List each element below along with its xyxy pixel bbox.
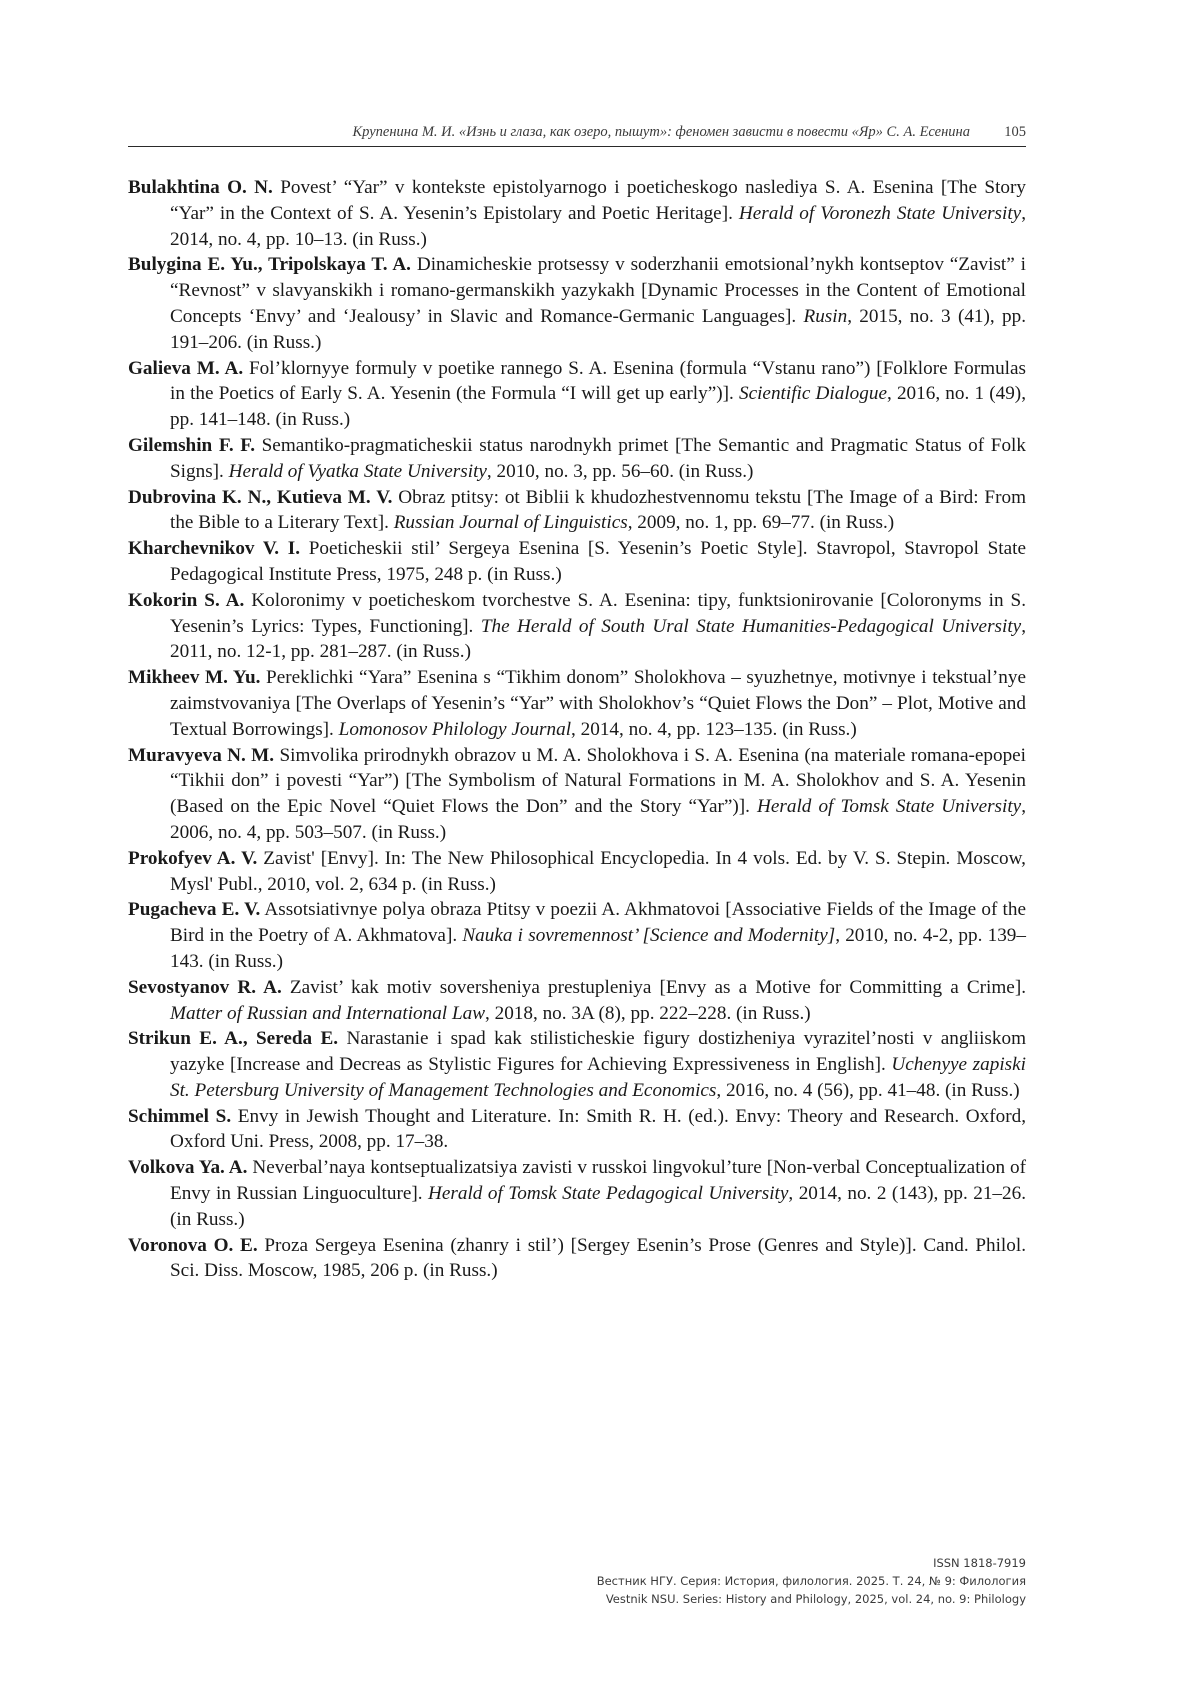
reference-journal: Herald of Tomsk State University xyxy=(757,796,1022,818)
reference-journal: Herald of Voronezh State University xyxy=(738,202,1022,224)
reference-title: Narastanie i spad kak stilisticheskie figury dostizheniya vyrazitel’nosti v angliiskom yazyke [Increase and Decreas as Stylistic Figures for Achieving Expressiveness in English]. xyxy=(170,1028,1027,1076)
reference-title: Dinamicheskie protsessy v soderzhanii emotsional’nykh kontseptov “Zavist” i “Revnost” v slavyanskikh i romano-germanskikh yazykakh [Dynamic Processes in the Content of Emotional Concepts ‘Envy’ and ‘Jealousy’ in Slavic and Romance-Germanic Languages]. xyxy=(170,254,1026,327)
reference-journal: Lomonosov Philology Journal xyxy=(338,718,572,740)
reference-title: Assotsiativnye polya obraza Ptitsy v poezii A. Akhmatovoi [Associative Fields of the Image of the Bird in the Poetry of A. Akhmatova]. xyxy=(170,899,1026,947)
reference-authors: Bulygina E. Yu., Tripolskaya T. A. xyxy=(128,254,411,276)
reference-journal: Matter of Russian and International Law xyxy=(170,1002,486,1024)
reference-title: Simvolika prirodnykh obrazov u M. A. Sholokhova i S. A. Esenina (na materiale romana-epopei “Tikhii don” i povesti “Yar”) [The Symbolism of Natural Formations in M. A. Sholokhov and S. A. Yesenin (Based on the Epic Novel “Quiet Flows the Don” and the Story “Yar”)]. xyxy=(170,744,1027,818)
reference-item xyxy=(128,897,1026,974)
reference-title: Poeticheskii stil’ Sergeya Esenina [S. Yesenin’s Poetic Style]. Stavropol, Stavropol State Pedagogical Institute Press, 1975, 248 p. (in Russ.) xyxy=(170,538,1026,585)
reference-journal: Herald of Vyatka State University xyxy=(228,460,487,482)
reference-title: Neverbal’naya kontseptualizatsiya zavisti v russkoi lingvokul’ture [Non-verbal Conceptualization of Envy in Russian Linguoculture]. xyxy=(170,1157,1027,1205)
reference-title: Proza Sergeya Esenina (zhanry i stil’) [Sergey Esenin’s Prose (Genres and Style)]. Cand. Philol. Sci. Diss. Moscow, 1985, 206 p. (in Russ.) xyxy=(170,1234,1026,1282)
reference-details: , 2018, no. 3A (8), pp. 222–228. (in Russ.) xyxy=(485,1002,811,1024)
footer-journal-ru: Вестник НГУ. Серия: История, филология. 2025. Т. 24, № 9: Филология xyxy=(596,1574,1026,1588)
journal-footer xyxy=(597,1554,1026,1608)
reference-item xyxy=(128,846,1026,898)
reference-item xyxy=(128,588,1026,665)
reference-item xyxy=(128,1026,1026,1103)
reference-details: , 2016, no. 1 (49), pp. 141–148. (in Russ.) xyxy=(170,383,1026,431)
reference-authors: Kharchevnikov V. I. xyxy=(128,538,301,560)
running-header-title: Крупенина М. И. «Изнь и глаза, как озеро, пышут»: феномен зависти в повести «Яр» С. А. Есенина xyxy=(352,124,970,140)
reference-journal: Nauka i sovremennost’ [Science and Modernity] xyxy=(462,925,836,947)
reference-authors: Mikheev M. Yu. xyxy=(128,667,261,689)
reference-authors: Gilemshin F. F. xyxy=(128,434,255,456)
reference-journal: Rusin xyxy=(803,305,848,327)
reference-list xyxy=(128,175,1026,1284)
reference-authors: Volkova Ya. A. xyxy=(128,1157,248,1179)
reference-title: Koloronimy v poeticheskom tvorchestve S. A. Esenina: tipy, funktsionirovanie [Coloronyms in S. Yesenin’s Lyrics: Types, Functioning]. xyxy=(170,589,1026,637)
running-header xyxy=(128,120,1026,147)
reference-authors: Pugacheva E. V. xyxy=(128,899,261,921)
reference-title: Fol’klornyye formuly v poetike rannego S. A. Esenina (formula “Vstanu rano”) [Folklore Formulas in the Poetics of Early S. A. Yesenin (the Formula “I will get up early”)]. xyxy=(170,357,1026,405)
reference-journal: The Herald of South Ural State Humanities-Pedagogical University xyxy=(480,615,1022,637)
reference-title: Zavist’ kak motiv soversheniya prestupleniya [Envy as a Motive for Committing a Crime]. xyxy=(281,976,1027,998)
reference-authors: Bulakhtina O. N. xyxy=(128,177,273,198)
reference-title: Semantiko-pragmaticheskii status narodnykh primet [The Semantic and Pragmatic Status of Folk Signs]. xyxy=(170,434,1026,482)
reference-authors: Prokofyev A. V. xyxy=(128,847,258,869)
reference-item xyxy=(128,1104,1026,1156)
footer-journal-en: Vestnik NSU. Series: History and Philology, 2025, vol. 24, no. 9: Philology xyxy=(605,1592,1026,1606)
reference-item xyxy=(128,433,1026,485)
reference-title: Povest’ “Yar” v kontekste epistolyarnogo i poeticheskogo naslediya S. A. Esenina [The Story “Yar” in the Context of S. A. Yesenin’s Epistolary and Poetic Heritage]. xyxy=(170,177,1026,224)
reference-details: , 2011, no. 12-1, pp. 281–287. (in Russ.) xyxy=(170,615,1026,663)
reference-item xyxy=(128,1155,1026,1232)
reference-authors: Strikun E. A., Sereda E. xyxy=(128,1028,339,1050)
reference-authors: Galieva M. A. xyxy=(128,357,244,379)
reference-journal: Herald of Tomsk State Pedagogical University xyxy=(428,1183,789,1205)
reference-details: , 2016, no. 4 (56), pp. 41–48. (in Russ.) xyxy=(716,1079,1020,1101)
reference-item xyxy=(128,975,1026,1027)
reference-item xyxy=(128,743,1026,846)
reference-details: , 2009, no. 1, pp. 69–77. (in Russ.) xyxy=(627,512,895,534)
reference-details: , 2006, no. 4, pp. 503–507. (in Russ.) xyxy=(170,796,1026,843)
reference-title: Pereklichki “Yara” Esenina s “Tikhim donom” Sholokhova – syuzhetnye, motivnye i tekstual’nye zaimstvovaniya [The Overlaps of Yesenin’s “Yar” with Sholokhov’s “Quiet Flows the Don” – Plot, Motive and Textual Borrowings]. xyxy=(170,667,1027,740)
reference-item xyxy=(128,485,1026,537)
reference-authors: Kokorin S. A. xyxy=(128,589,245,611)
reference-title: Obraz ptitsy: ot Biblii k khudozhestvennomu tekstu [The Image of a Bird: From the Bible to a Literary Text]. xyxy=(170,486,1026,534)
footer-issn: ISSN 1818-7919 xyxy=(933,1556,1026,1570)
reference-details: , 2010, no. 4-2, pp. 139–143. (in Russ.) xyxy=(170,925,1026,972)
reference-details: , 2010, no. 3, pp. 56–60. (in Russ.) xyxy=(486,460,754,482)
reference-details: , 2014, no. 4, pp. 123–135. (in Russ.) xyxy=(571,718,857,740)
reference-journal: Russian Journal of Linguistics xyxy=(393,512,628,534)
reference-item xyxy=(128,356,1026,433)
reference-authors: Sevostyanov R. A. xyxy=(128,976,282,998)
reference-authors: Voronova O. E. xyxy=(128,1234,258,1256)
reference-details: , 2014, no. 2 (143), pp. 21–26. (in Russ.) xyxy=(170,1183,1027,1230)
reference-journal: Uchenyye zapiski St. Petersburg University of Management Technologies and Economics xyxy=(170,1054,1026,1101)
reference-authors: Schimmel S. xyxy=(128,1105,232,1127)
reference-journal: Scientific Dialogue xyxy=(738,383,887,405)
reference-item xyxy=(128,665,1026,742)
reference-title: Envy in Jewish Thought and Literature. In: Smith R. H. (ed.). Envy: Theory and Research. Oxford, Oxford Uni. Press, 2008, pp. 17–38. xyxy=(170,1105,1026,1153)
reference-authors: Muravyeva N. M. xyxy=(128,744,275,766)
reference-details: , 2015, no. 3 (41), pp. 191–206. (in Russ.) xyxy=(170,305,1026,353)
reference-item xyxy=(128,536,1026,588)
reference-details: , 2014, no. 4, pp. 10–13. (in Russ.) xyxy=(170,202,1026,250)
page-number: 105 xyxy=(1004,124,1026,140)
reference-title: Zavist' [Envy]. In: The New Philosophical Encyclopedia. In 4 vols. Ed. by V. S. Stepin. Moscow, Mysl' Publ., 2010, vol. 2, 634 p. (in Russ.) xyxy=(170,847,1026,895)
reference-item xyxy=(128,1233,1026,1285)
reference-authors: Dubrovina K. N., Kutieva M. V. xyxy=(128,486,393,508)
reference-item xyxy=(128,175,1026,252)
reference-item xyxy=(128,252,1026,355)
